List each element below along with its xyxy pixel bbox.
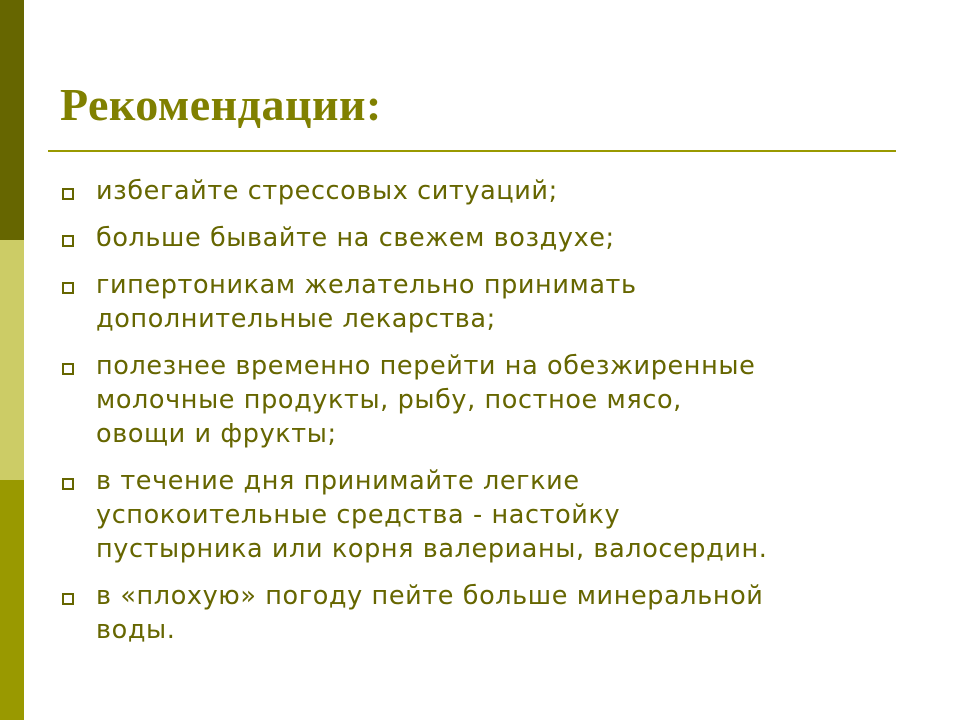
hollow-square-icon <box>62 363 74 375</box>
hollow-square-icon <box>62 478 74 490</box>
side-bar-middle <box>0 240 24 480</box>
bullet-text: полезнее временно перейти на обезжиренные молочные продукты, рыбу, постное мясо, овощи и фрукты; <box>96 351 756 449</box>
hollow-square-icon <box>62 235 74 247</box>
bullet-item <box>60 221 920 255</box>
side-bar-bottom <box>0 480 24 720</box>
bullet-item <box>60 464 920 566</box>
side-bar-top <box>0 0 24 240</box>
bullet-item <box>60 349 920 451</box>
bullet-text: в «плохую» погоду пейте больше минеральной воды. <box>96 581 764 645</box>
bullet-item <box>60 579 920 647</box>
slide-title: Рекомендации: <box>60 79 382 130</box>
hollow-square-icon <box>62 282 74 294</box>
bullet-text: больше бывайте на свежем воздухе; <box>96 223 615 253</box>
bullet-text: гипертоникам желательно принимать дополнительные лекарства; <box>96 270 637 334</box>
bullet-item <box>60 174 920 208</box>
bullet-text: избегайте стрессовых ситуаций; <box>96 176 558 206</box>
title-divider <box>48 150 896 152</box>
hollow-square-icon <box>62 593 74 605</box>
bullet-list <box>60 174 920 660</box>
bullet-text: в течение дня принимайте легкие успокоительные средства - настойку пустырника или корня валерианы, валосердин. <box>96 466 768 564</box>
hollow-square-icon <box>62 188 74 200</box>
bullet-item <box>60 268 920 336</box>
